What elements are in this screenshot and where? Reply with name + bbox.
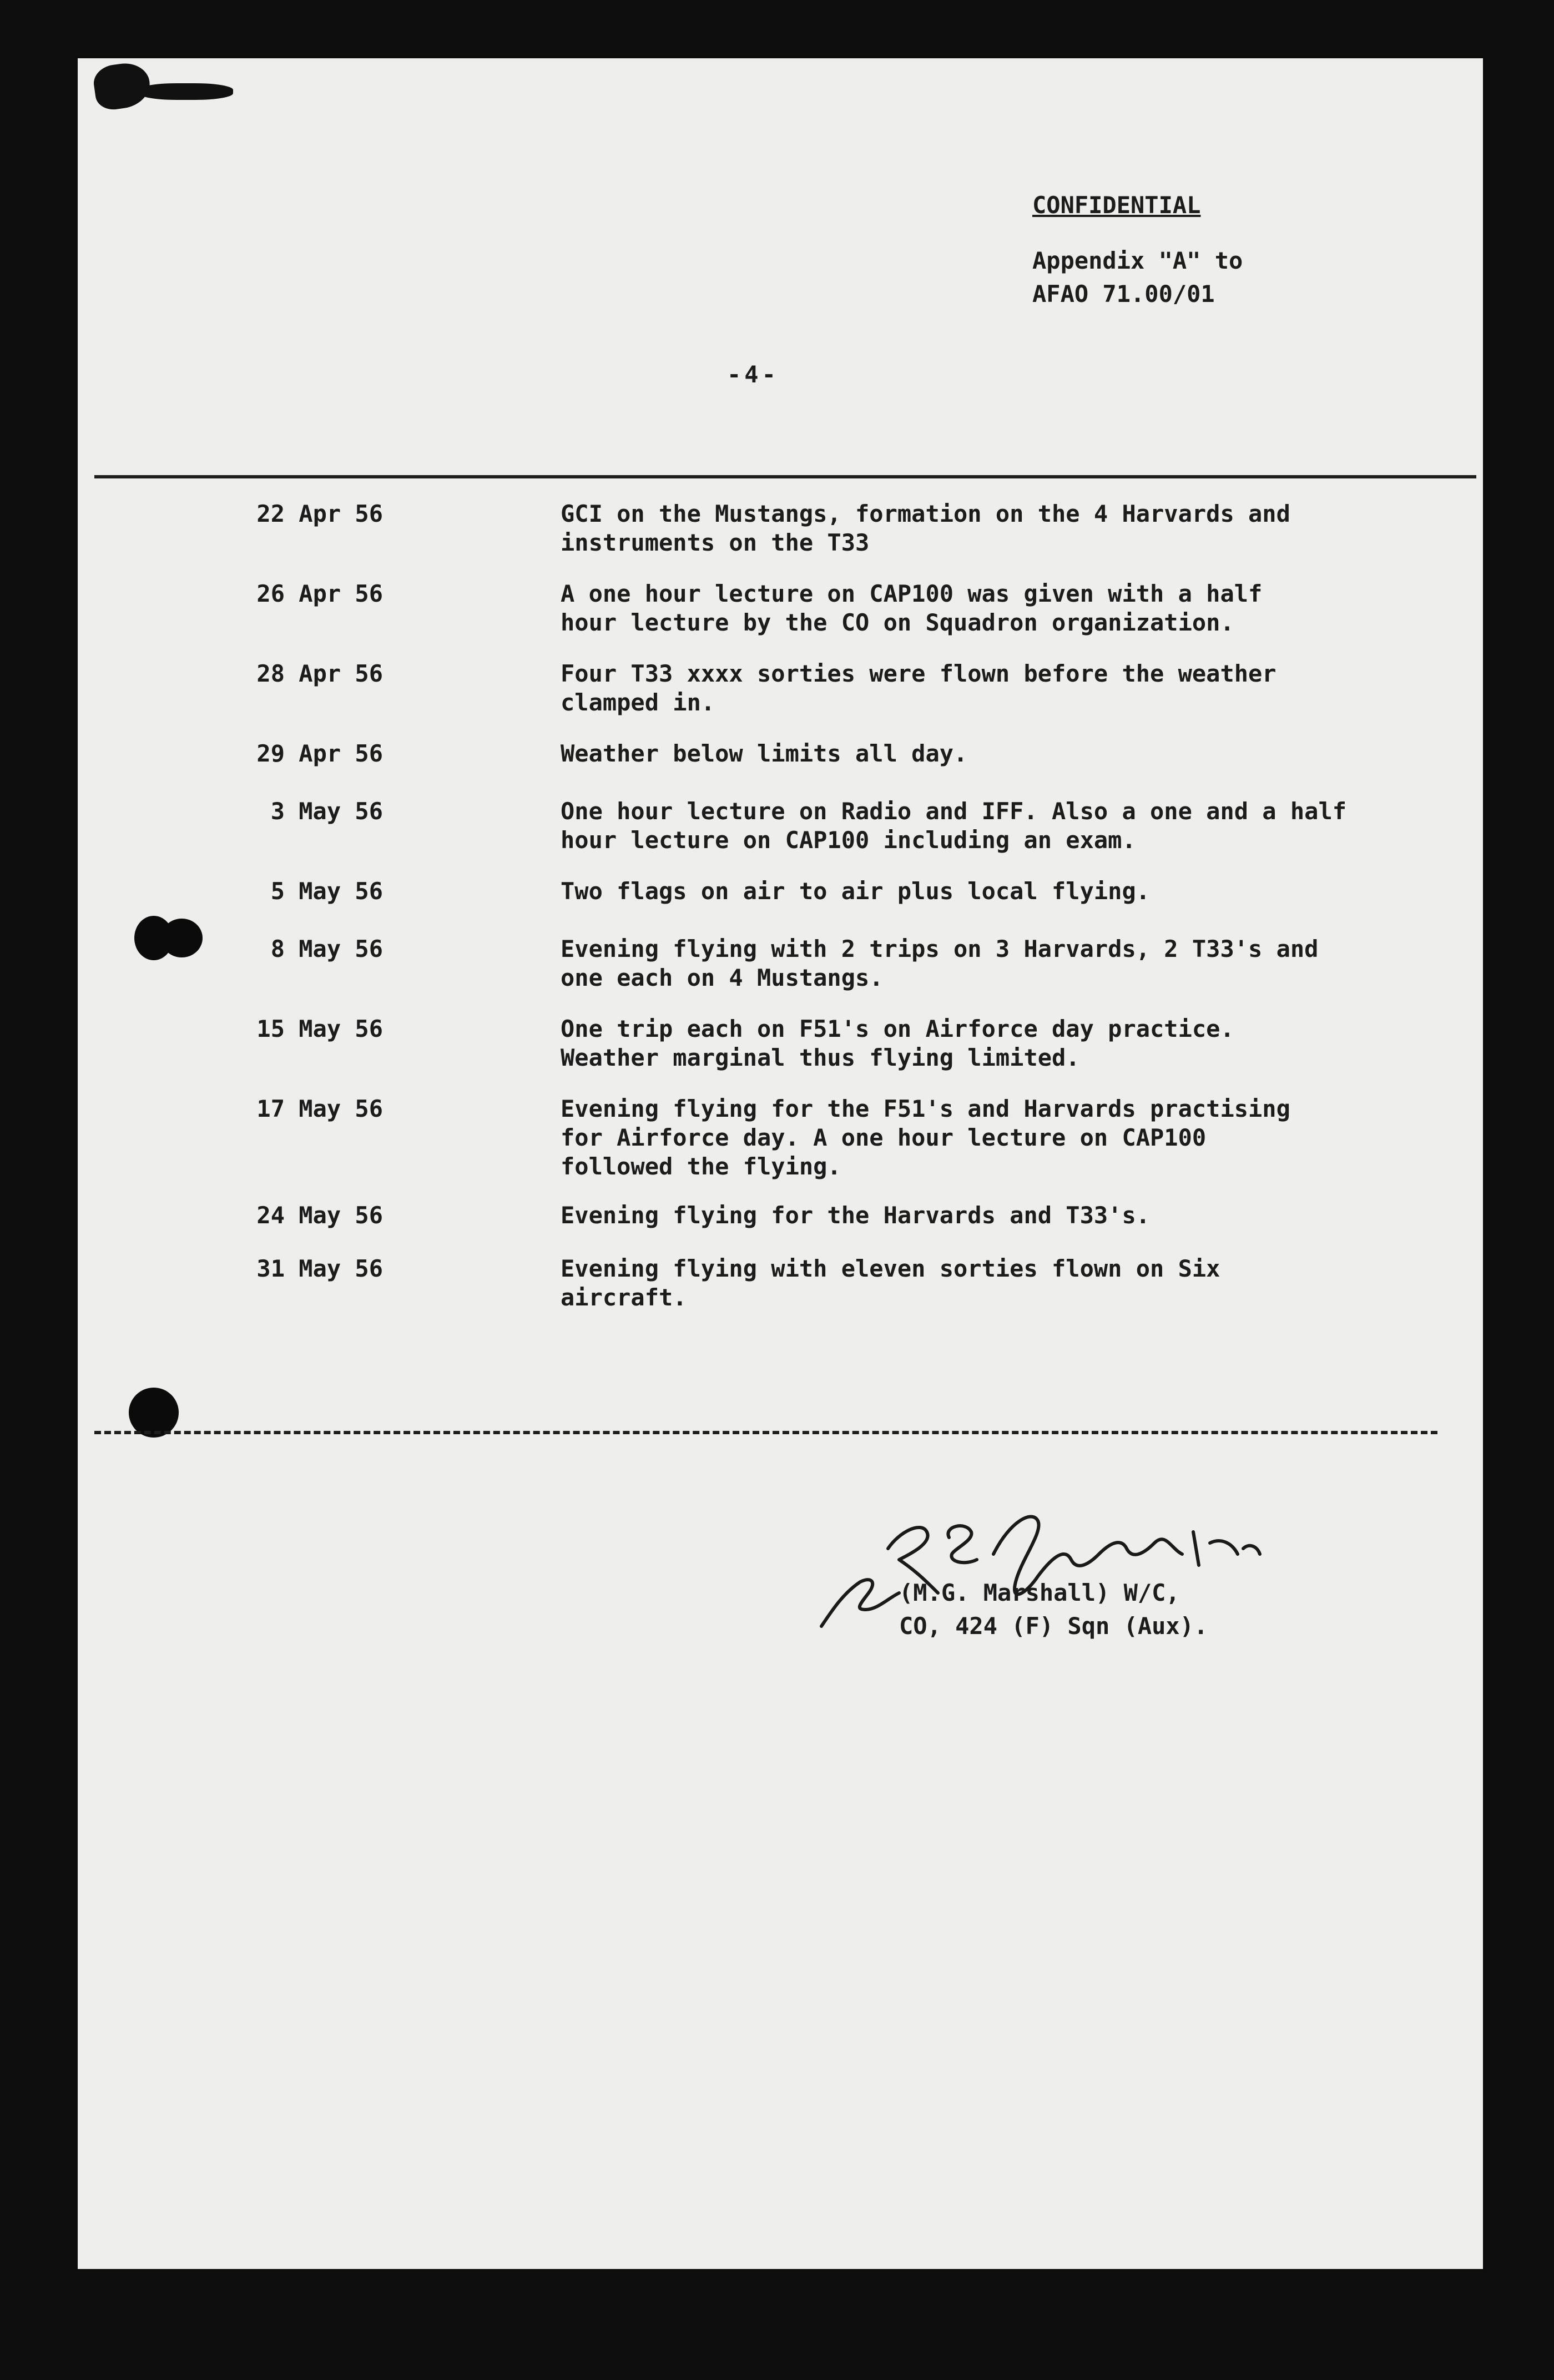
entry-text: A one hour lecture on CAP100 was given with a half hour lecture by the CO on Squadron organization.: [561, 580, 1263, 636]
classification-label: CONFIDENTIAL: [1032, 191, 1201, 219]
signatory-unit: CO, 424 (F) Sqn (Aux).: [899, 1612, 1208, 1640]
signatory-name: (M.G. Marshall) W/C,: [899, 1579, 1180, 1606]
entry-date: 24 May 56: [256, 1202, 383, 1229]
entry-text: Evening flying for the Harvards and T33's.: [561, 1202, 1151, 1229]
entry-text: One hour lecture on Radio and IFF. Also a one and a half hour lecture on CAP100 including an exam.: [561, 798, 1347, 854]
punch-hole: [129, 1388, 179, 1438]
entry-text: Evening flying with eleven sorties flown on Six aircraft.: [561, 1255, 1220, 1311]
entry-date: 31 May 56: [256, 1255, 383, 1282]
entry-row: [222, 877, 1443, 906]
entry-date: 15 May 56: [256, 1015, 383, 1042]
appendix-line-2: AFAO 71.00/01: [1032, 280, 1215, 307]
entry-text: Two flags on air to air plus local flying.: [561, 878, 1151, 905]
entry-text: One trip each on F51's on Airforce day practice. Weather marginal thus flying limited.: [561, 1015, 1234, 1071]
signature-block: [899, 1576, 1208, 1643]
entry-date: 17 May 56: [256, 1095, 383, 1122]
entry-date: 22 Apr 56: [256, 500, 383, 527]
entry-date: 28 Apr 56: [256, 660, 383, 687]
dashed-rule: [94, 1431, 1437, 1434]
entry-row: [222, 1254, 1443, 1312]
entry-text: Four T33 xxxx sorties were flown before the weather clamped in.: [561, 660, 1276, 716]
entry-date: 26 Apr 56: [256, 580, 383, 607]
top-rule: [94, 475, 1476, 478]
corner-ink-streak: [139, 83, 233, 100]
entry-row: [222, 739, 1443, 768]
page-number: -4-: [727, 361, 779, 388]
entry-date: 3 May 56: [270, 798, 383, 825]
entries-list: [222, 500, 1443, 1332]
header-block: [1032, 189, 1243, 311]
entry-text: Weather below limits all day.: [561, 740, 968, 767]
entry-date: 5 May 56: [270, 878, 383, 905]
entry-date: 29 Apr 56: [256, 740, 383, 767]
entry-row: [222, 579, 1443, 637]
entry-row: [222, 1015, 1443, 1072]
appendix-line-1: Appendix "A" to: [1032, 247, 1243, 274]
entry-row: [222, 935, 1443, 992]
punch-hole: [161, 919, 203, 957]
entry-text: GCI on the Mustangs, formation on the 4 Harvards and instruments on the T33: [561, 500, 1290, 556]
entry-row: [222, 1201, 1443, 1230]
entry-row: [222, 797, 1443, 855]
entry-row: [222, 659, 1443, 717]
entry-row: [222, 500, 1443, 557]
entry-date: 8 May 56: [270, 935, 383, 962]
entry-text: Evening flying for the F51's and Harvards practising for Airforce day. A one hour lecture on CAP100 followed the flying.: [561, 1095, 1290, 1180]
entry-text: Evening flying with 2 trips on 3 Harvards, 2 T33's and one each on 4 Mustangs.: [561, 935, 1319, 991]
entry-row: [222, 1095, 1443, 1181]
